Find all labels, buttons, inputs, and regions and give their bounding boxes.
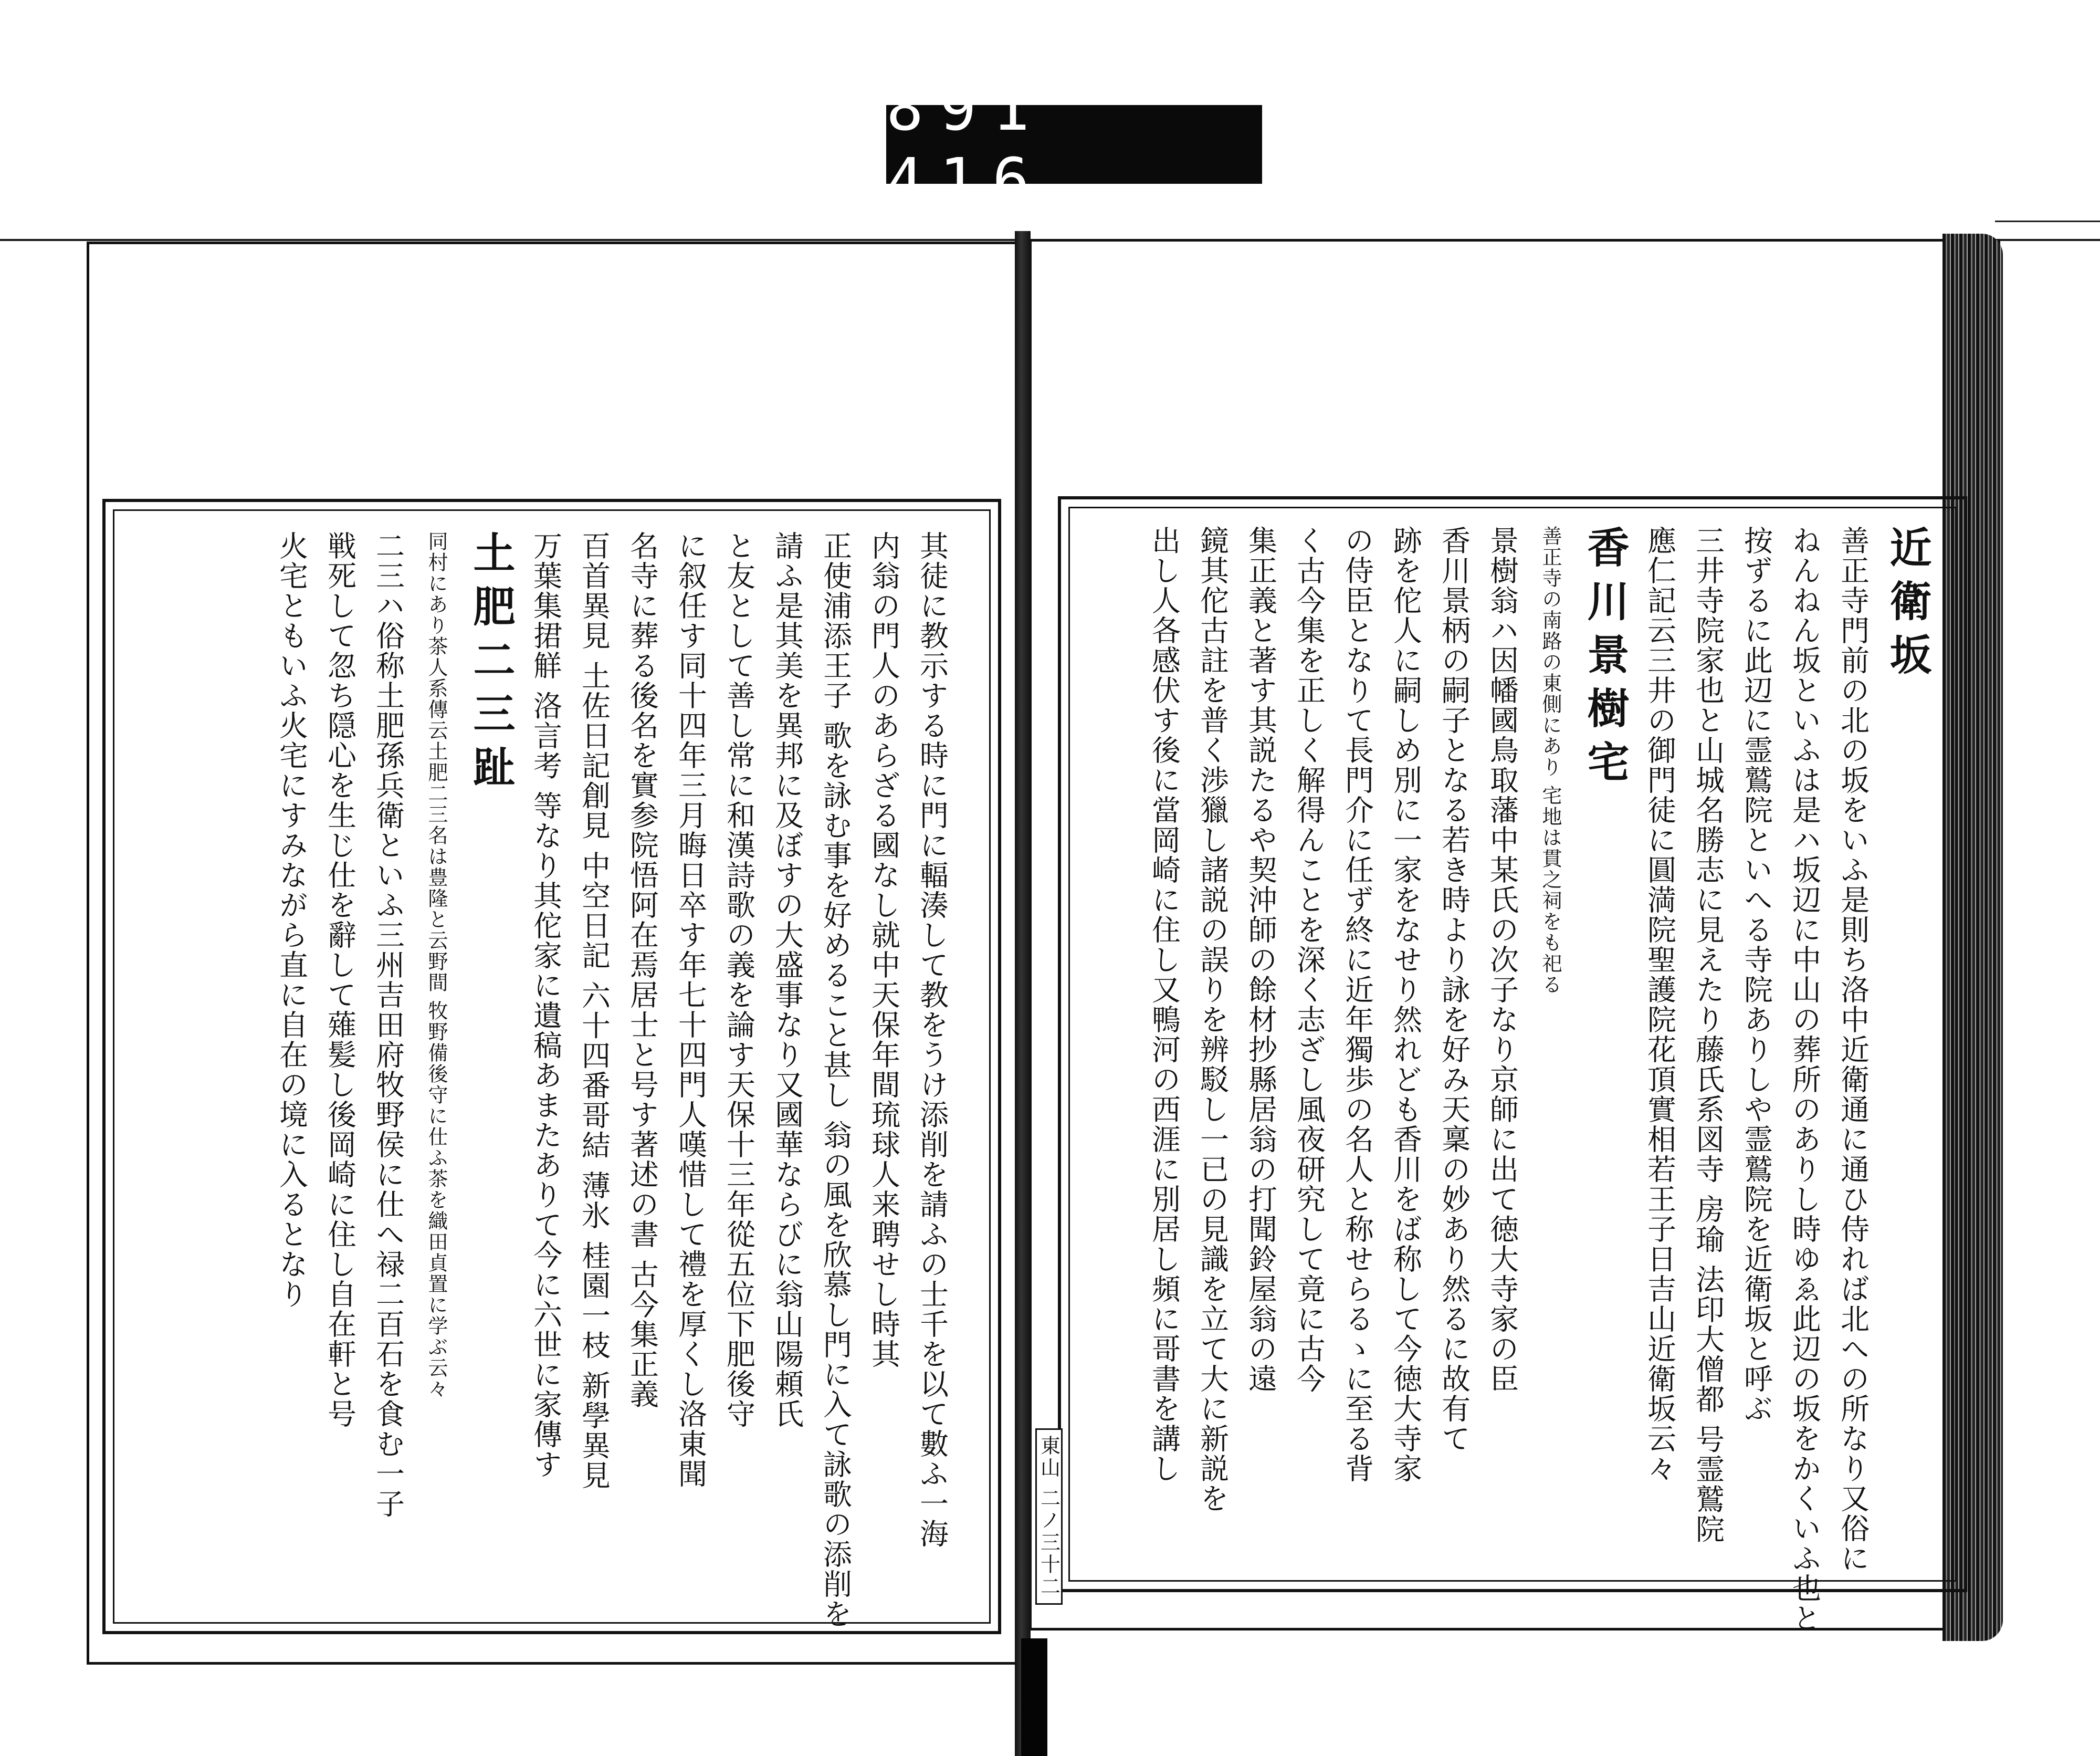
left-page-text-line: 名寺に葬る後名を實参院悟阿在焉居士と号す著述の書 古今集正義 — [625, 531, 659, 1409]
left-page-text-line: 同村にあり茶人系傳云土肥二三名は豊隆と云野間 牧野備後守に仕ふ茶を織田貞置に学ぶ云々 — [425, 531, 448, 1400]
catalog-number-plate — [886, 72, 1262, 217]
right-page-text-line: 跡を佗人に嗣しめ別に一家をなせり然れども香川をば称して今徳大寺家 — [1389, 526, 1422, 1483]
right-page-text-line: ねんねん坂といふは是ハ坂辺に中山の葬所のありし時ゆゑ此辺の坂をかくいふ也と — [1788, 526, 1821, 1633]
right-page-text-line: 善正寺の南路の東側にあり 宅地は貫之祠をも祀る — [1539, 526, 1562, 996]
right-page-text-line: 鏡其佗古註を普く渉獵し諸説の誤りを辨駁し一已の見識を立て大に新説を — [1195, 526, 1229, 1513]
right-page-text-line: 出し人各感伏す後に當岡崎に住し又鴨河の西涯に別居し頻に哥書を講し — [1147, 526, 1181, 1483]
right-page-text-line: 善正寺門前の北の坂をいふ是則ち洛中近衛通に通ひ侍れば北への所なり又俗に — [1836, 526, 1870, 1573]
margin-label-text: 東山 二ノ三十二 — [1037, 1435, 1060, 1598]
right-page-text-line: 景樹翁ハ因幡國鳥取藩中某氏の次子なり京師に出て徳大寺家の臣 — [1485, 526, 1519, 1394]
left-text-frame — [102, 499, 1001, 1634]
right-page-text-line: の侍臣となりて長門介に任ず終に近年獨歩の名人と称せらるゝに至る背 — [1340, 526, 1374, 1483]
book-gutter — [1015, 231, 1031, 1756]
left-page-text-line: 正使浦添王子 歌を詠む事を好めること甚し 翁の風を欣慕し門に入て詠歌の添削を — [818, 531, 852, 1629]
margin-page-label — [1035, 1428, 1063, 1605]
left-page-heading: 土肥二三趾 — [466, 531, 516, 799]
left-page-text-line: 内翁の門人のあらざる國なし就中天保年間琉球人来聘せし時其 — [867, 531, 900, 1369]
right-page-heading: 近衛坂 — [1883, 526, 1932, 686]
right-text-column — [1140, 526, 1938, 1633]
gutter-shadow — [1021, 1638, 1047, 1756]
left-page-text-line: 戦死して忽ち隠心を生じ仕を辭して薙髪し後岡崎に住し自在軒と号 — [323, 531, 356, 1429]
left-page-text-line: と友として善し常に和漢詩歌の義を論す天保十三年從五位下肥後守 — [722, 531, 755, 1429]
page-top-edge-right — [1995, 221, 2100, 222]
right-page-text-line: 集正義と著す其説たるや契沖師の餘材抄縣居翁の打聞鈴屋翁の遠 — [1244, 526, 1277, 1394]
left-page-text-line: 請ふ是其美を異邦に及ぼすの大盛事なり又國華ならびに翁山陽頼氏 — [770, 531, 804, 1429]
right-text-frame — [1058, 496, 1967, 1633]
left-page-text-line: 百首異見 土佐日記創見 中空日記 六十四番哥結 薄氷 桂園一枝 新學異見 — [577, 531, 611, 1490]
right-page-text-line: 按ずるに此辺に霊鷲院といへる寺院ありしや霊鷲院を近衛坂と呼ぶ — [1739, 526, 1773, 1424]
catalog-number: 891 416. — [886, 72, 1099, 217]
left-page-text-line: 二三ハ俗称土肥孫兵衛といふ三州吉田府牧野侯に仕へ禄二百石を食む一子 — [371, 531, 405, 1519]
right-page-text-line: 三井寺院家也と山城名勝志に見えたり藤氏系図寺 房瑜 法印大僧都 号霊鷲院 — [1691, 526, 1725, 1544]
left-page-text-line: 万葉集捃觧 洛言考 等なり其佗家に遺稿あまたありて今に六世に家傳す — [529, 531, 562, 1479]
left-page-text-line: に叙任す同十四年三月晦日卒す年七十四門人嘆惜して禮を厚くし洛東聞 — [674, 531, 707, 1489]
left-page-text-line: 火宅ともいふ火宅にすみながら直に自在の境に入るとなり — [275, 531, 308, 1309]
left-text-column — [267, 531, 956, 1629]
right-page-heading: 香川景樹宅 — [1580, 526, 1630, 793]
right-page-text-line: 香川景柄の嗣子となる若き時より詠を好み天稟の妙あり然るに故有て — [1437, 526, 1471, 1454]
left-page-text-line: 其徒に教示する時に門に輻湊して教をうけ添削を請ふの士千を以て數ふ一海 — [915, 531, 949, 1549]
right-page-text-line: く古今集を正しく解得んことを深く志ざし風夜研究して竟に古今 — [1292, 526, 1326, 1394]
right-page-text-line: 應仁記云三井の御門徒に圓満院聖護院花頂實相若王子日吉山近衛坂云々 — [1643, 526, 1676, 1483]
